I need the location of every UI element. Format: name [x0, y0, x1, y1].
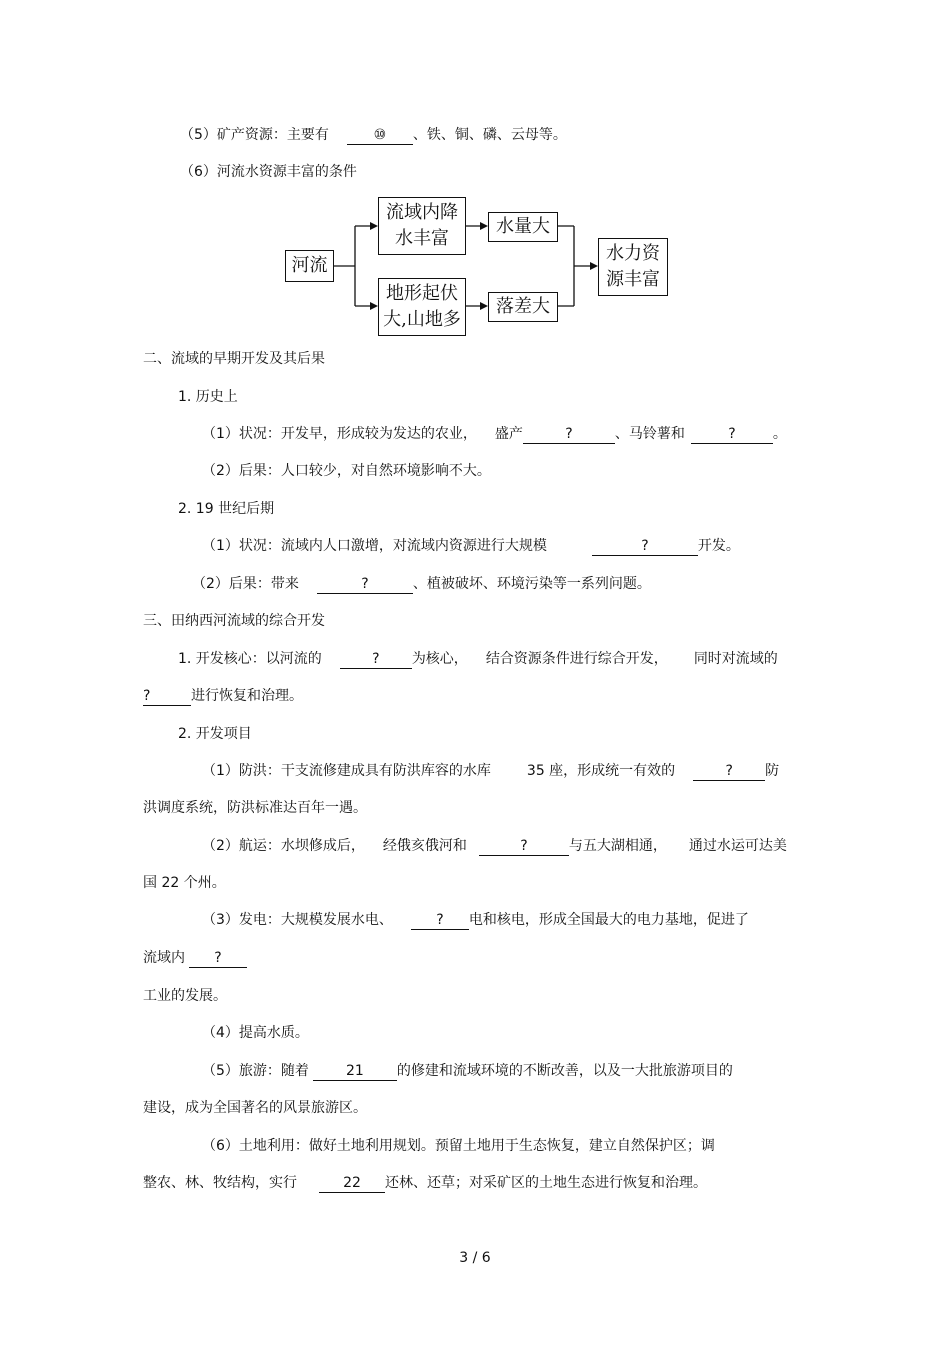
proj-ship-prefix: （2）航运：水坝修成后，	[202, 838, 365, 854]
proj-flood-prefix: （1）防洪：干支流修建成具有防洪库容的水库	[202, 763, 491, 779]
late19c-result	[192, 574, 651, 594]
flow-terrain-box	[378, 278, 466, 336]
flow-terrain-line2: 大,山地多	[383, 309, 461, 330]
proj-ship-suffix: 通过水运可达美	[688, 838, 787, 854]
answer-blank: 22	[319, 1174, 385, 1193]
dev-core-cont	[143, 686, 303, 706]
late19c-status-prefix: （1）状况：流域内人口激增，对流域内资源进行大规模	[202, 538, 547, 554]
answer-blank: ?	[523, 425, 615, 444]
dev-core-mid3: 同时对流域的	[693, 651, 778, 667]
flowchart-connectors	[0, 0, 950, 345]
history-status-mid: 盛产	[494, 426, 523, 442]
section2-history-heading	[178, 387, 238, 407]
proj-power	[202, 910, 749, 930]
answer-blank: ⑩	[347, 126, 413, 145]
proj-tour	[202, 1061, 733, 1081]
proj-land-cont-prefix: 整农、林、牧结构，实行	[143, 1175, 297, 1191]
answer-blank: ?	[189, 949, 247, 968]
proj-tour-suffix: 的修建和流域环境的不断改善，以及一大批旅游项目的	[396, 1063, 733, 1079]
section3-title-text: 三、田纳西河流域的综合开发	[143, 613, 325, 629]
flow-rain-line2: 水丰富	[395, 228, 449, 249]
history-result	[202, 461, 491, 481]
item-mineral-suffix: 、铁、铜、磷、云母等。	[412, 127, 567, 143]
proj-ship-mid2: 与五大湖相通，	[568, 838, 667, 854]
page-number: 3 / 6	[459, 1250, 491, 1266]
history-result-text: （2）后果：人口较少，对自然环境影响不大。	[202, 463, 491, 479]
flow-rain-line1: 流域内降	[386, 202, 458, 223]
proj-power-cont-prefix: 流域内	[143, 950, 185, 966]
flow-rain-box	[378, 197, 466, 255]
dev-core-cont-suffix: 进行恢复和治理。	[191, 688, 303, 704]
answer-blank: 21	[313, 1062, 397, 1081]
proj-ship-cont	[143, 873, 226, 893]
flow-volume-box	[488, 212, 558, 242]
flow-river-box	[285, 250, 334, 282]
answer-blank: ?	[691, 425, 773, 444]
section3-title	[143, 611, 325, 631]
answer-blank: ?	[411, 911, 469, 930]
history-heading-text: 1. 历史上	[178, 389, 238, 405]
flow-terrain-line1: 地形起伏	[386, 283, 458, 304]
flow-volume-label: 水量大	[496, 216, 550, 237]
answer-blank: ?	[143, 687, 191, 706]
proj-power-cont2-text: 工业的发展。	[143, 988, 227, 1004]
item-water-conditions-text: （6）河流水资源丰富的条件	[180, 164, 357, 180]
proj-land-cont-suffix: 还林、还草；对采矿区的土地生态进行恢复和治理。	[385, 1175, 707, 1191]
history-status-prefix: （1）状况：开发早，形成较为发达的农业，	[202, 426, 477, 442]
section2-title	[143, 349, 325, 369]
proj-power-suffix: 电和核电，形成全国最大的电力基地，促进了	[468, 912, 749, 928]
late19c-result-prefix: （2）后果：带来	[192, 576, 299, 592]
proj-ship-mid: 经俄亥俄河和	[382, 838, 467, 854]
flow-result-line1: 水力资	[606, 243, 660, 264]
late19c-heading-text: 2. 19 世纪后期	[178, 501, 275, 517]
late19c-status	[202, 536, 740, 556]
proj-flood-count: 35 座，形成统一有效的	[526, 763, 676, 779]
answer-blank: ?	[479, 837, 569, 856]
history-status-suffix: 。	[772, 426, 787, 442]
item-mineral-prefix: （5）矿产资源：主要有	[180, 127, 329, 143]
proj-power-prefix: （3）发电：大规模发展水电、	[202, 912, 393, 928]
proj-flood-cont	[143, 798, 367, 818]
history-status	[202, 424, 787, 444]
proj-ship-cont-text: 国 22 个州。	[143, 875, 226, 891]
proj-water	[202, 1023, 309, 1043]
proj-land-cont	[143, 1173, 707, 1193]
dev-core	[178, 649, 778, 669]
proj-power-cont	[143, 948, 247, 968]
answer-blank: ?	[317, 575, 413, 594]
section2-19c-heading	[178, 499, 274, 519]
proj-flood-suffix: 防	[765, 763, 780, 779]
late19c-status-suffix: 开发。	[697, 538, 740, 554]
dev-projects-text: 2. 开发项目	[178, 726, 252, 742]
history-status-mid2: 、马铃薯和	[614, 426, 685, 442]
dev-core-prefix: 1. 开发核心：以河流的	[178, 651, 322, 667]
proj-tour-prefix: （5）旅游：随着	[202, 1063, 309, 1079]
proj-ship	[202, 836, 787, 856]
proj-tour-cont-text: 建设，成为全国著名的风景旅游区。	[143, 1100, 367, 1116]
late19c-result-suffix: 、植被破坏、环境污染等一系列问题。	[412, 576, 651, 592]
proj-power-cont2	[143, 986, 227, 1006]
answer-blank: ?	[592, 537, 698, 556]
proj-water-text: （4）提高水质。	[202, 1025, 309, 1041]
flow-result-line2: 源丰富	[606, 269, 660, 290]
proj-tour-cont	[143, 1098, 367, 1118]
proj-flood	[202, 761, 779, 781]
proj-land-text: （6）土地利用：做好土地利用规划。预留土地用于生态恢复，建立自然保护区；调	[202, 1138, 715, 1154]
flow-drop-box	[488, 292, 558, 322]
dev-projects-heading	[178, 724, 252, 744]
proj-flood-cont-text: 洪调度系统，防洪标准达百年一遇。	[143, 800, 367, 816]
section2-title-text: 二、流域的早期开发及其后果	[143, 351, 325, 367]
flow-drop-label: 落差大	[496, 296, 550, 317]
dev-core-mid: 为核心，	[411, 651, 468, 667]
flow-result-box	[598, 238, 668, 296]
answer-blank: ?	[340, 650, 412, 669]
flow-river-label: 河流	[291, 255, 328, 276]
answer-blank: ?	[693, 762, 765, 781]
dev-core-mid2: 结合资源条件进行综合开发，	[485, 651, 668, 667]
proj-land	[202, 1136, 715, 1156]
